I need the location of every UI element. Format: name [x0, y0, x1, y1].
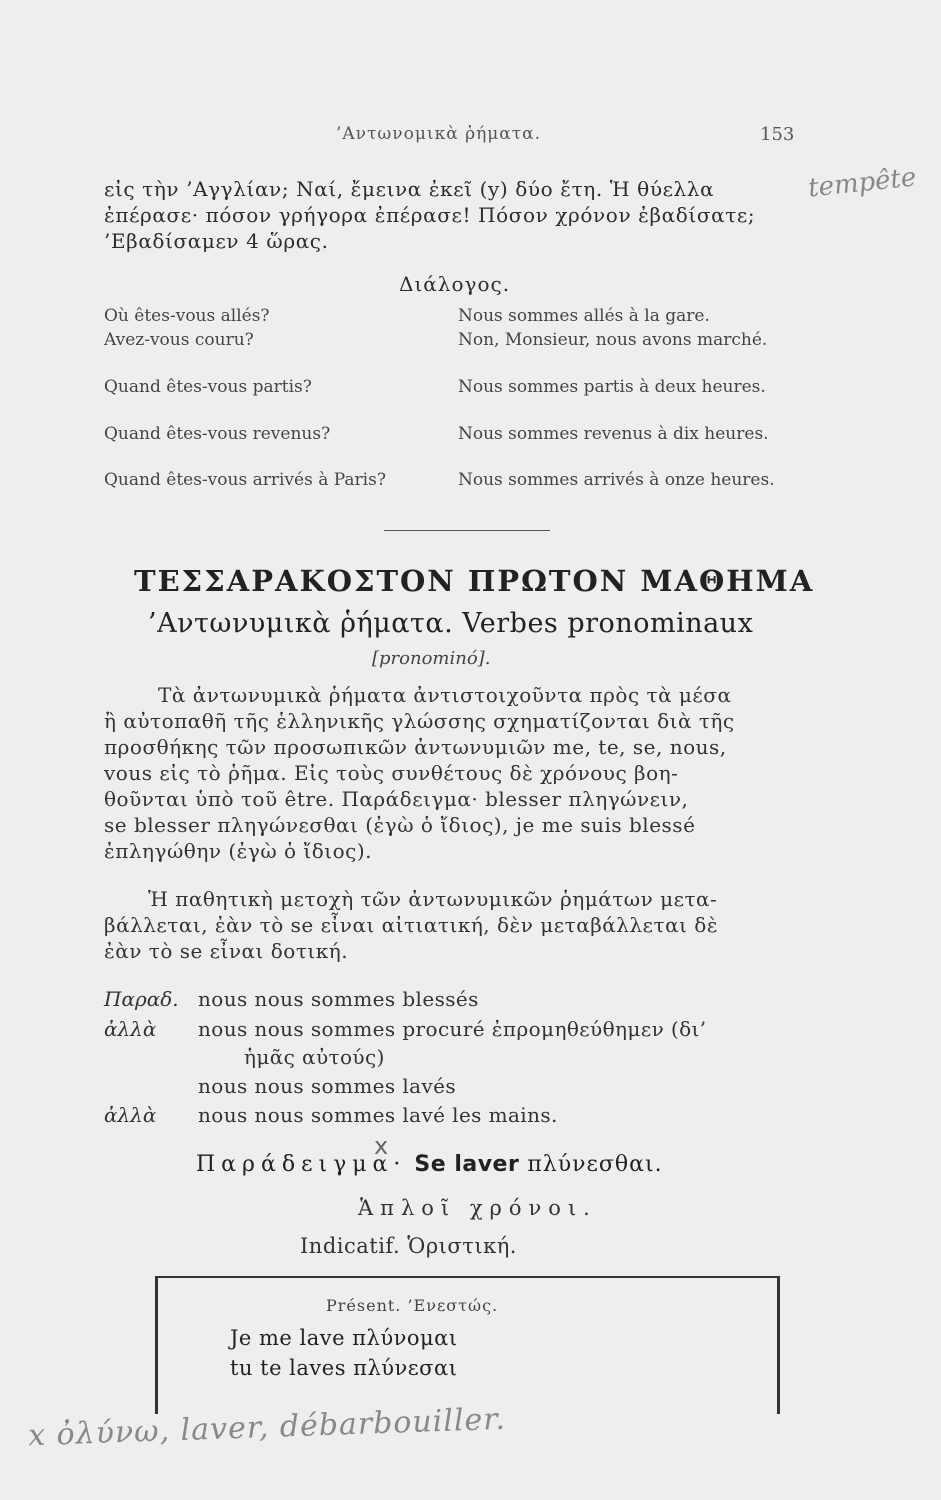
running-head: ’Αντωνομικὰ ῥήματα.	[336, 124, 542, 144]
body-paragraph	[104, 886, 794, 964]
body-paragraph	[104, 682, 794, 864]
handwritten-margin-note: tempête	[806, 162, 918, 204]
example-text: nous nous sommes blessés	[198, 987, 479, 1011]
example-text: nous nous sommes procuré ἐπρομηθεύθημεν (δι’	[198, 1017, 707, 1041]
text-line: προσθήκης τῶν προσωπικῶν ἀντωνυμιῶν me, te, se, nous,	[104, 735, 727, 759]
example-heading-greek-infinitive: πλύνεσθαι.	[527, 1152, 663, 1177]
dialogue-answer: Non, Monsieur, nous avons marché.	[458, 330, 768, 350]
dialogue-question: Quand êtes-vous revenus?	[104, 424, 331, 444]
simple-tenses-heading: Ἁπλοῖ χρόνοι.	[358, 1196, 597, 1220]
text-line: Τὰ ἀντωνυμικὰ ῥήματα ἀντιστοιχοῦντα πρὸς τὰ μέσα	[158, 683, 732, 707]
indicative-heading: Indicatif. Ὁριστική.	[300, 1234, 517, 1258]
text-line: ἐπληγώθην (ἐγὼ ὁ ἴδιος).	[104, 839, 373, 863]
dialogue-answer: Nous sommes arrivés à onze heures.	[458, 470, 775, 490]
text-line: Ἡ παθητικὴ μετοχὴ τῶν ἀντωνυμικῶν ῥημάτων μετα-	[148, 887, 718, 911]
example-label: Παραδ.	[104, 987, 179, 1011]
conjugation-line: Je me lave πλύνομαι	[230, 1326, 458, 1350]
text-line: θοῦνται ὑπὸ τοῦ être. Παράδειγμα· blesser πληγώνειν,	[104, 787, 689, 811]
text-line: βάλλεται, ἐὰν τὸ se εἶναι αἰτιατική, δὲν μεταβάλλεται δὲ	[104, 913, 719, 937]
dialogue-heading: Διάλογος.	[399, 272, 511, 296]
conjugation-line: tu te laves πλύνεσαι	[230, 1356, 458, 1380]
page-number: 153	[760, 124, 795, 145]
dialogue-answer: Nous sommes revenus à dix heures.	[458, 424, 769, 444]
intro-paragraph	[104, 176, 794, 254]
text-line: ’Εβαδίσαμεν 4 ὥρας.	[104, 229, 329, 253]
text-line: vous εἰς τὸ ῥῆμα. Εἰς τοὺς συνθέτους δὲ χρόνους βοη-	[104, 761, 679, 785]
dialogue-answer: Nous sommes partis à deux heures.	[458, 377, 766, 397]
pronunciation-note: [pronominó].	[372, 648, 491, 669]
conjugation-table	[155, 1276, 780, 1414]
example-text: nous nous sommes lavés	[198, 1074, 457, 1098]
text-line: ἢ αὐτοπαθῆ τῆς ἑλληνικῆς γλώσσης σχηματίζονται διὰ τῆς	[104, 709, 735, 733]
example-label: ἀλλὰ	[104, 1017, 157, 1041]
lesson-title: ΤΕΣΣΑΡΑΚΟΣΤΟΝ ΠΡΩΤΟΝ ΜΑΘΗΜΑ	[134, 564, 815, 598]
lesson-subtitle: ’Αντωνυμικὰ ῥήματα. Verbes pronominaux	[148, 608, 754, 639]
dialogue-question: Avez-vous couru?	[104, 330, 254, 350]
text-line: εἰς τὴν ’Αγγλίαν; Ναί, ἔμεινα ἐκεῖ (y) δύο ἔτη. Ἡ θύελλα	[104, 177, 715, 201]
text-line: ἐὰν τὸ se εἶναι δοτική.	[104, 939, 349, 963]
section-divider	[384, 530, 550, 531]
example-heading-greek: Παράδειγμα·	[196, 1152, 407, 1177]
dialogue-question: Quand êtes-vous arrivés à Paris?	[104, 470, 386, 490]
handwritten-footnote: x ὀλύνω, laver, débarbouiller.	[27, 1401, 507, 1454]
example-label: ἀλλὰ	[104, 1103, 157, 1127]
example-heading-french: Se laver	[414, 1152, 520, 1177]
text-line: se blesser πληγώνεσθαι (ἐγὼ ὁ ἴδιος), je me suis blessé	[104, 813, 696, 837]
present-heading: Présent. ’Ενεστώς.	[326, 1296, 499, 1315]
dialogue-question: Quand êtes-vous partis?	[104, 377, 312, 397]
dialogue-answer: Nous sommes allés à la gare.	[458, 306, 710, 326]
pencil-mark: x	[374, 1132, 389, 1160]
text-line: ἐπέρασε· πόσον γρήγορα ἐπέρασε! Πόσον χρόνον ἐβαδίσατε;	[104, 203, 756, 227]
example-heading	[196, 1152, 663, 1177]
dialogue-question: Où êtes-vous allés?	[104, 306, 270, 326]
example-text: ἡμᾶς αὐτούς)	[244, 1045, 385, 1069]
example-text: nous nous sommes lavé les mains.	[198, 1103, 558, 1127]
